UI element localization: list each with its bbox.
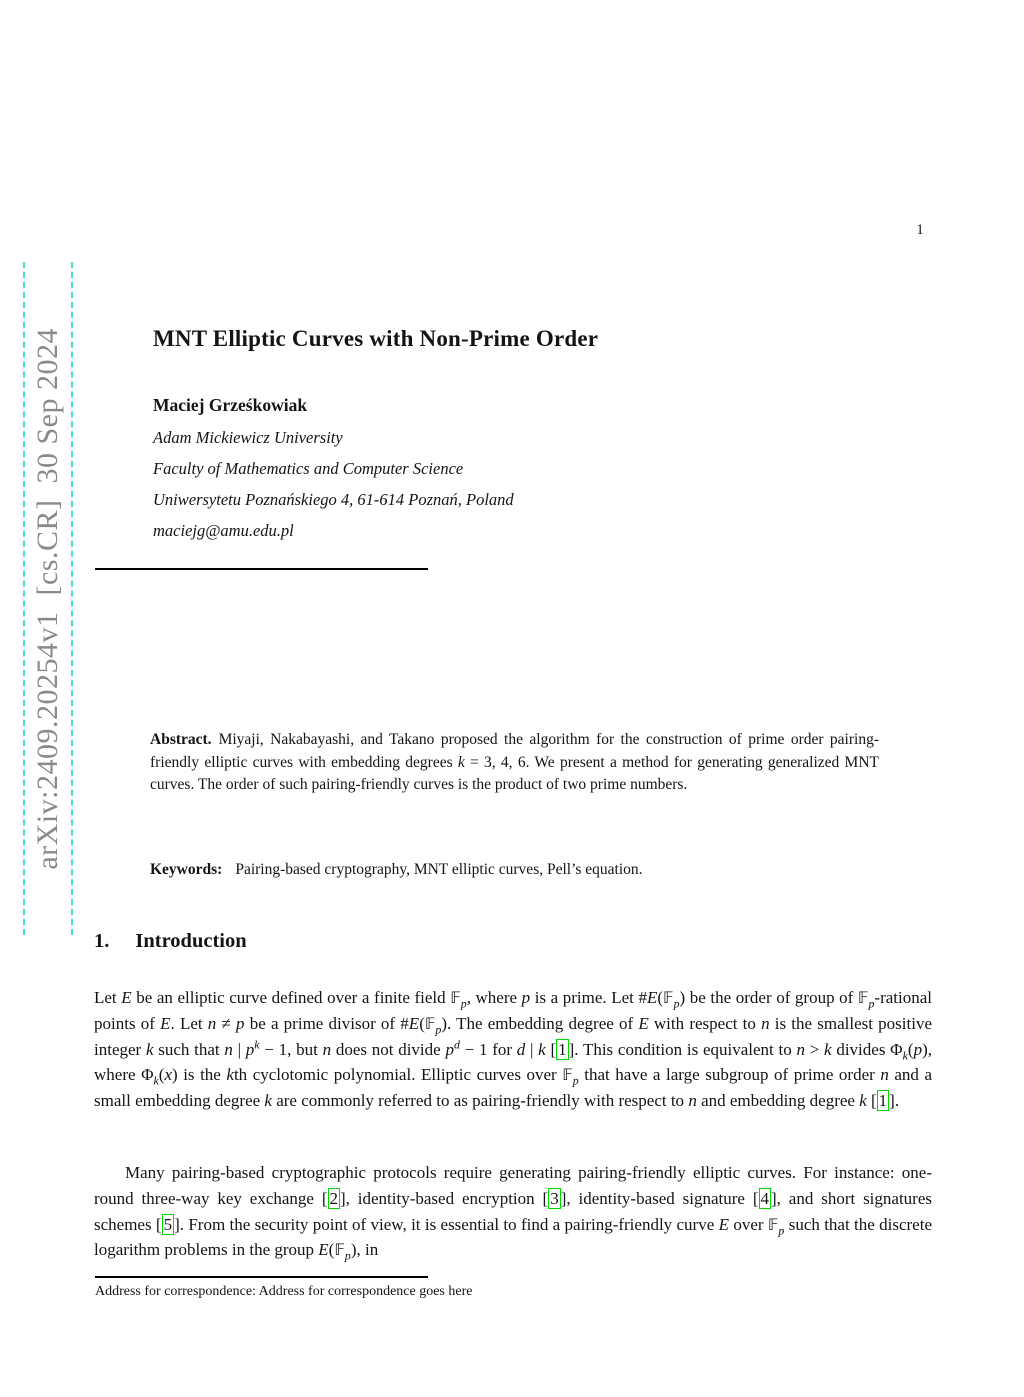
footnote-text: Address for correspondence: Address for correspondence goes here	[95, 1284, 473, 1299]
blackboard-F: 𝔽	[450, 988, 461, 1007]
title-footnote-rule	[95, 568, 428, 570]
arxiv-watermark	[23, 262, 73, 935]
blackboard-F: 𝔽	[857, 988, 869, 1007]
blackboard-F: 𝔽	[424, 1013, 436, 1033]
keywords-label: Keywords:	[150, 861, 223, 878]
abstract-text: Miyaji, Nakabayashi, and Takano proposed the algorithm for the construction of prime order pairing-friendly elliptic curves with embedding degrees k = 3, 4, 6. We present a method for generating generalized MNT curves. The order of such pairing-friendly curves is the product of two prime numbers.	[150, 731, 879, 793]
blackboard-F: 𝔽	[767, 1214, 779, 1234]
author-name: Maciej Grześkowiak	[153, 395, 308, 415]
intro-paragraph-1: Let E be an elliptic curve defined over a finite field 𝔽$_p$, where p is a prime. Let #E(𝔽$_p$) be the order of group of 𝔽$_p$-rational points of E. Let n ≠ p be a prime divisor of #E(𝔽$_p$). The embedding degree of E with respect to n is the smallest positive integer k such that n | $p^k - 1$, but n does not divide $p^d - 1$ for d | k [ 1 ]. This condition is equivalent to n > k divides $\Phi_k(p)$, where $\Phi_k(x)$ is the kth cyclotomic polynomial. Elliptic curves over 𝔽$_p$ that have a large subgroup of prime order n and a small embedding degree k are commonly referred to as pairing-friendly with respect to n and embedding degree k [ 1 ].	[94, 988, 932, 1111]
arxiv-watermark-link[interactable]: arXiv:2409.20254v1 [cs.CR] 30 Sep 2024	[31, 327, 64, 870]
blackboard-F: 𝔽	[663, 988, 674, 1007]
abstract-label: Abstract.	[150, 731, 212, 748]
citation-link-1[interactable]: 1	[558, 1039, 567, 1059]
citation-link-3[interactable]: 3	[550, 1188, 559, 1208]
section-number: 1.	[94, 930, 110, 952]
footnote-rule	[95, 1276, 428, 1278]
intro-paragraph-2: Many pairing-based cryptographic protocols require generating pairing-friendly elliptic curves. For instance: one-round three-way key exchange [ 2 ], identity-based encryption [ 3 ], identity-based signature [ 4 ], and short signatures schemes [ 5 ]. From the security point of view, it is essential to find a pairing-friendly curve E over 𝔽$_p$ such that the discrete logarithm problems in the group E(𝔽$_p$), in	[94, 1163, 932, 1263]
section-title: Introduction	[135, 930, 247, 952]
keywords-block	[150, 861, 879, 879]
keywords-text: Pairing-based cryptography, MNT elliptic curves, Pell’s equation.	[235, 861, 643, 878]
author-affiliation-faculty: Faculty of Mathematics and Computer Science	[153, 459, 464, 478]
page-number: 1	[916, 222, 924, 238]
paper-title: MNT Elliptic Curves with Non-Prime Order	[153, 326, 599, 351]
citation-link-4[interactable]: 4	[760, 1188, 769, 1208]
blackboard-F: 𝔽	[562, 1065, 573, 1085]
author-affiliation-university: Adam Mickiewicz University	[153, 428, 343, 447]
author-email: maciejg@amu.edu.pl	[153, 521, 294, 540]
abstract-block	[150, 729, 879, 797]
section-heading-introduction	[94, 930, 247, 953]
citation-link-5[interactable]: 5	[163, 1214, 173, 1234]
citation-link-1[interactable]: 1	[878, 1091, 888, 1111]
author-affiliation-address: Uniwersytetu Poznańskiego 4, 61-614 Poznań, Poland	[153, 490, 514, 509]
citation-link-2[interactable]: 2	[329, 1188, 338, 1208]
blackboard-F: 𝔽	[334, 1240, 345, 1260]
